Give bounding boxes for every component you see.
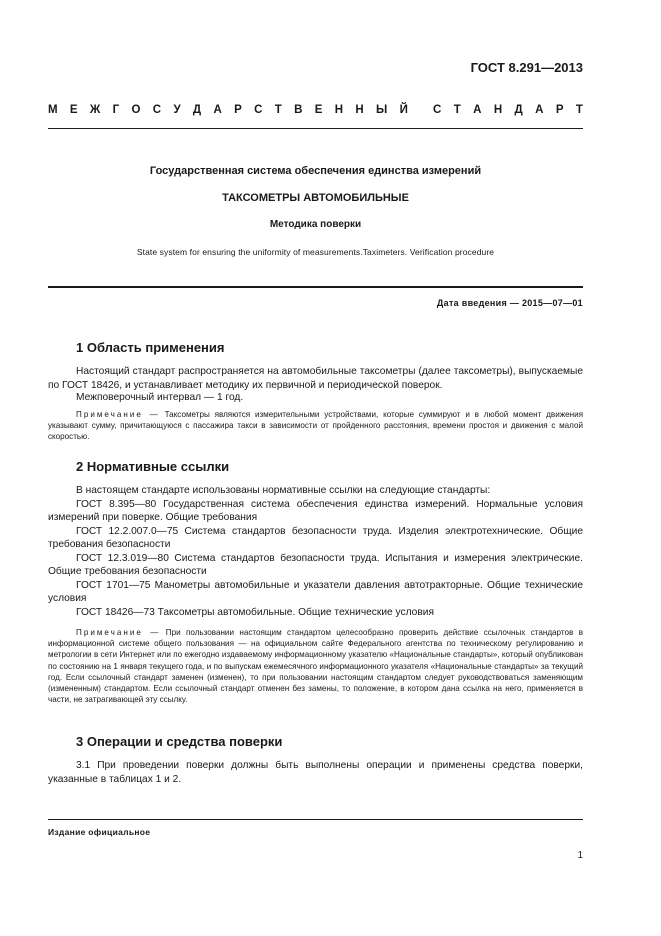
banner-letter: А — [535, 104, 544, 116]
banner-letter: М — [48, 104, 58, 116]
section-1-paragraph-2: Межповерочный интервал — 1 год. — [76, 392, 244, 403]
reference-item: ГОСТ 18426—73 Таксометры автомобильные. Общие технические условия — [76, 606, 434, 618]
reference-list — [48, 498, 583, 620]
banner-letter: Т — [274, 104, 282, 116]
reference-item: ГОСТ 12.3.019—80 Система стандартов безопасности труда. Испытания и измерения электрические. Общие требования безопасности — [48, 552, 583, 577]
note-label: Примечание — — [76, 628, 161, 637]
banner-letter: А — [213, 104, 222, 116]
document-code: ГОСТ 8.291—2013 — [470, 60, 583, 75]
title-divider — [48, 286, 583, 288]
banner-letter: Т — [453, 104, 461, 116]
section-3-paragraph-1: 3.1 При проведении поверки должны быть выполнены операции и применены средства поверки, указанные в таблицах 1 и 2. — [48, 760, 583, 785]
banner-letter: В — [294, 104, 303, 116]
banner-letter: О — [131, 104, 141, 116]
banner-letter: С — [152, 104, 162, 116]
reference-item: ГОСТ 12.2.007.0—75 Система стандартов безопасности труда. Изделия электротехнические. Общие требования безопасности — [48, 525, 583, 550]
banner-letter: Р — [555, 104, 564, 116]
standard-name: ТАКСОМЕТРЫ АВТОМОБИЛЬНЫЕ — [222, 192, 409, 204]
banner-letter: Н — [334, 104, 344, 116]
official-edition-label: Издание официальное — [48, 827, 151, 837]
banner-letter: Ы — [376, 104, 388, 116]
banner-letter: С — [433, 104, 442, 116]
section-1-note: Примечание — Таксометры являются измерительными устройствами, которые суммируют и в любой момент движения указывают сумму, причитающуюся с пассажира такси в зависимости от пройденного расстояния, времени простоя и движения с малой скоростью. — [48, 410, 584, 442]
banner-letter: Й — [399, 104, 408, 116]
system-title: Государственная система обеспечения единства измерений — [149, 165, 482, 177]
reference-item: ГОСТ 8.395—80 Государственная система обеспечения единства измерений. Нормальные условия измерений при поверке. Общие требования — [48, 498, 583, 523]
banner-letter: Ж — [89, 104, 101, 116]
page-number: 1 — [577, 850, 583, 861]
banner-letter: Н — [355, 104, 364, 116]
section-1-paragraph-1: Настоящий стандарт распространяется на автомобильные таксометры (далее таксометры), выпускаемые по ГОСТ 18426, и устанавливает методику их первичной и периодической поверок. — [48, 366, 583, 391]
banner-letter: А — [473, 104, 482, 116]
section-3-heading: 3 Операции и средства поверки — [76, 734, 283, 749]
banner-letter: С — [254, 104, 263, 116]
banner-letter: Н — [493, 104, 503, 116]
header-divider — [48, 128, 583, 129]
banner-letter: Р — [234, 104, 242, 116]
section-2-note: Примечание — При пользовании настоящим стандартом целесообразно проверить действие ссылочных стандартов в информационной системе общего пользования — на официальном сайте Федерального агентства по техническому регулированию и метрологии в сети Интернет или по ежегодно издаваемому информационному указателю «Национальные стандарты», который опубликован по состоянию на 1 января текущего года, и по выпускам ежемесячного информационного указателя «Национальные стандарты» за текущий год. Если ссылочный стандарт заменен (изменен), то при пользовании настоящим стандартом следует руководствоваться заменяющим (измененным) стандартом. Если ссылочный стандарт отменен без замены, то положение, в котором дана ссылка на него, применяется в части, не затрагивающей эту ссылку. — [48, 628, 583, 705]
section-1-heading: 1 Область применения — [76, 340, 225, 355]
note-label: Примечание — — [76, 410, 160, 419]
banner-letter: Е — [69, 104, 78, 116]
banner-letter: У — [173, 104, 181, 116]
banner-letter: Е — [314, 104, 323, 116]
banner-letter: Г — [112, 104, 120, 116]
banner-letter: Д — [192, 104, 202, 116]
interstate-standard-banner — [48, 104, 583, 116]
reference-item: ГОСТ 1701—75 Манометры автомобильные и указатели давления автотракторные. Общие технические условия — [48, 579, 583, 604]
interstate-word — [48, 104, 408, 116]
standard-word — [433, 104, 583, 116]
footer-divider — [48, 819, 583, 820]
section-2-references — [48, 484, 583, 619]
introduction-date: Дата введения — 2015—07—01 — [436, 298, 583, 308]
section-2-heading: 2 Нормативные ссылки — [76, 459, 230, 474]
english-title: State system for ensuring the uniformity of measurements.Taximeters. Verification procedure — [136, 247, 495, 257]
banner-letter: Д — [514, 104, 523, 116]
references-intro: В настоящем стандарте использованы нормативные ссылки на следующие стандарты: — [76, 485, 491, 496]
standard-subtitle: Методика поверки — [269, 219, 362, 230]
banner-letter: Т — [575, 104, 583, 116]
